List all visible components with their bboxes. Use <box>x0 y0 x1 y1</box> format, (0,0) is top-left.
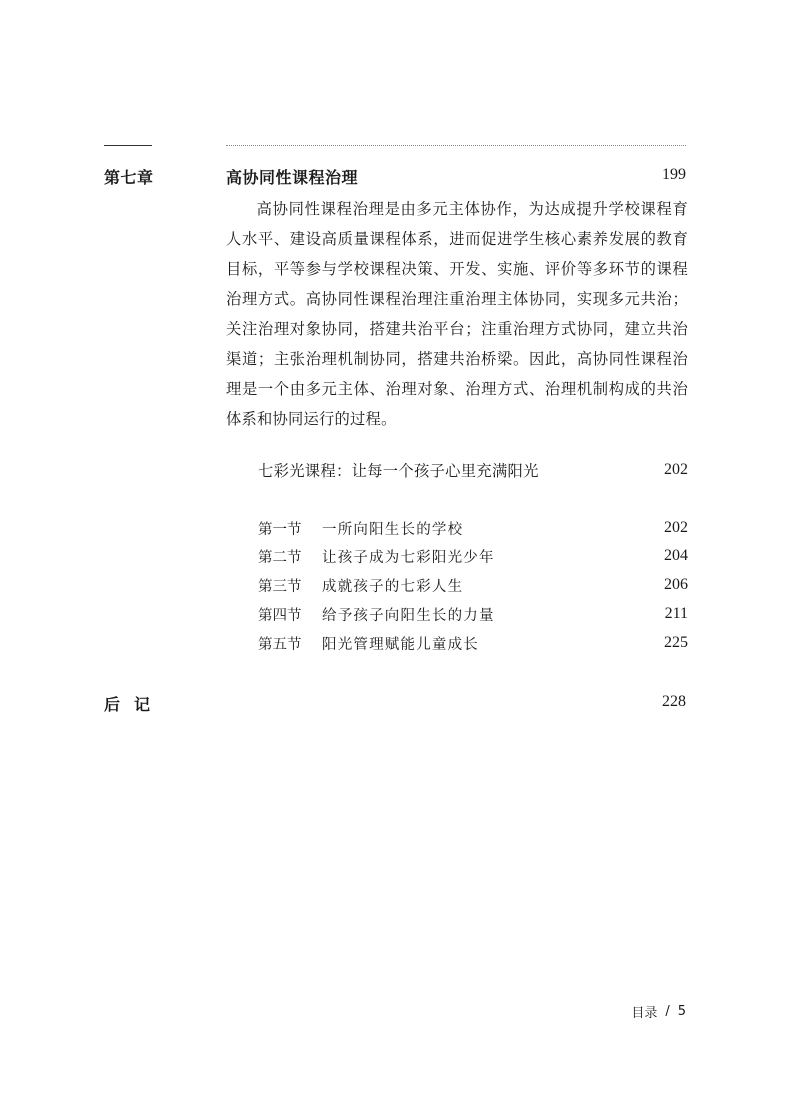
subsection-page-number: 225 <box>664 634 688 651</box>
subsection-page-number: 206 <box>664 576 688 593</box>
header-rule-dotted <box>226 145 686 146</box>
subsection-title: 一所向阳生长的学校 <box>322 521 464 538</box>
subsection-entry <box>258 545 688 567</box>
subsection-title: 给予孩子向阳生长的力量 <box>322 607 495 624</box>
header-rule-solid <box>104 145 152 146</box>
subsection-entry <box>258 574 688 596</box>
subsection-title: 成就孩子的七彩人生 <box>322 578 464 595</box>
subsection-title: 阳光管理赋能儿童成长 <box>322 636 479 653</box>
subsection-title: 让孩子成为七彩阳光少年 <box>322 549 495 566</box>
subsection-label: 第四节 <box>258 607 302 624</box>
subsection-page-number: 211 <box>664 605 688 622</box>
subsection-entry <box>258 632 688 654</box>
subsection-label: 第一节 <box>258 521 302 538</box>
footer-page-number: 5 <box>677 1004 686 1019</box>
subsection-entry <box>258 603 688 625</box>
subsection-entry <box>258 517 688 539</box>
section-entry <box>258 458 688 482</box>
subsection-label: 第五节 <box>258 636 302 653</box>
section-title: 七彩光课程：让每一个孩子心里充满阳光 <box>258 462 539 480</box>
afterword-page-number: 228 <box>662 693 686 710</box>
afterword-label: 后记 <box>104 695 165 714</box>
chapter-title: 高协同性课程治理 <box>226 168 359 187</box>
subsection-label: 第三节 <box>258 578 302 595</box>
chapter-summary: 高协同性课程治理是由多元主体协作，为达成提升学校课程育人水平、建设高质量课程体系，进而促进学生核心素养发展的教育目标，平等参与学校课程决策、开发、实施、评价等多环节的课程治理方式。高协同性课程治理注重治理主体协同，实现多元共治；关注治理对象协同，搭建共治平台；注重治理方式协同，建立共治渠道；主张治理机制协同，搭建共治桥梁。因此，高协同性课程治理是一个由多元主体、治理对象、治理方式、治理机制构成的共治体系和协同运行的过程。 <box>226 200 688 428</box>
page-footer <box>631 1002 686 1021</box>
chapter-page-number: 199 <box>662 166 686 183</box>
footer-separator: / <box>665 1004 670 1019</box>
section-page-number: 202 <box>664 461 688 478</box>
chapter-label: 第七章 <box>104 168 154 187</box>
subsection-page-number: 204 <box>664 547 688 564</box>
subsection-page-number: 202 <box>664 519 688 536</box>
subsection-label: 第二节 <box>258 549 302 566</box>
footer-section-label: 目录 <box>631 1006 658 1021</box>
